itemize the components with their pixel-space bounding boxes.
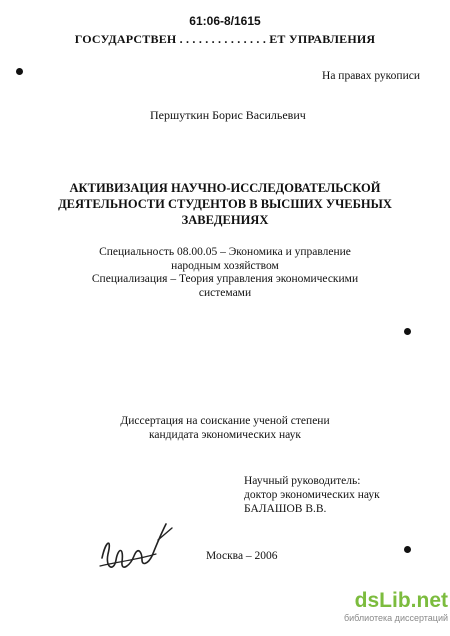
city-year: Москва – 2006 <box>206 550 278 562</box>
degree-line: Диссертация на соискание ученой степени <box>120 415 330 427</box>
punch-hole-mark <box>16 68 23 75</box>
supervisor-name: БАЛАШОВ В.В. <box>244 503 327 515</box>
manuscript-rights-note: На правах рукописи <box>322 70 420 82</box>
author-name: Першуткин Борис Васильевич <box>150 108 306 122</box>
specialization-line: Специализация – Теория управления экономическими <box>91 273 359 285</box>
punch-hole-mark <box>404 328 411 335</box>
supervisor-degree: доктор экономических наук <box>244 489 380 501</box>
dissertation-title <box>40 180 410 228</box>
university-name: ГОСУДАРСТВЕН . . . . . . . . . . . . . . ЕТ УПРАВЛЕНИЯ <box>74 32 376 46</box>
handwritten-signature <box>96 518 180 580</box>
specialization-line: системами <box>198 286 252 299</box>
degree-statement <box>0 414 450 442</box>
supervisor-label: Научный руководитель: <box>244 475 361 487</box>
specialty-line: Специальность 08.00.05 – Экономика и управление <box>99 246 351 258</box>
degree-line: кандидата экономических наук <box>149 429 301 441</box>
archive-stamp: 61:06-8/1615 <box>189 14 261 28</box>
specialty-block <box>0 246 450 300</box>
watermark <box>344 590 448 623</box>
title-line: ЗАВЕДЕНИЯХ <box>181 213 269 227</box>
watermark-logo: dsLib.net <box>354 589 448 612</box>
title-line: ДЕЯТЕЛЬНОСТИ СТУДЕНТОВ В ВЫСШИХ УЧЕБНЫХ <box>58 197 392 211</box>
specialty-line: народным хозяйством <box>171 259 279 272</box>
title-line: АКТИВИЗАЦИЯ НАУЧНО-ИССЛЕДОВАТЕЛЬСКОЙ <box>69 181 381 195</box>
supervisor-block <box>244 474 380 516</box>
punch-hole-mark <box>404 546 411 553</box>
watermark-subtitle: библиотека диссертаций <box>344 613 449 623</box>
